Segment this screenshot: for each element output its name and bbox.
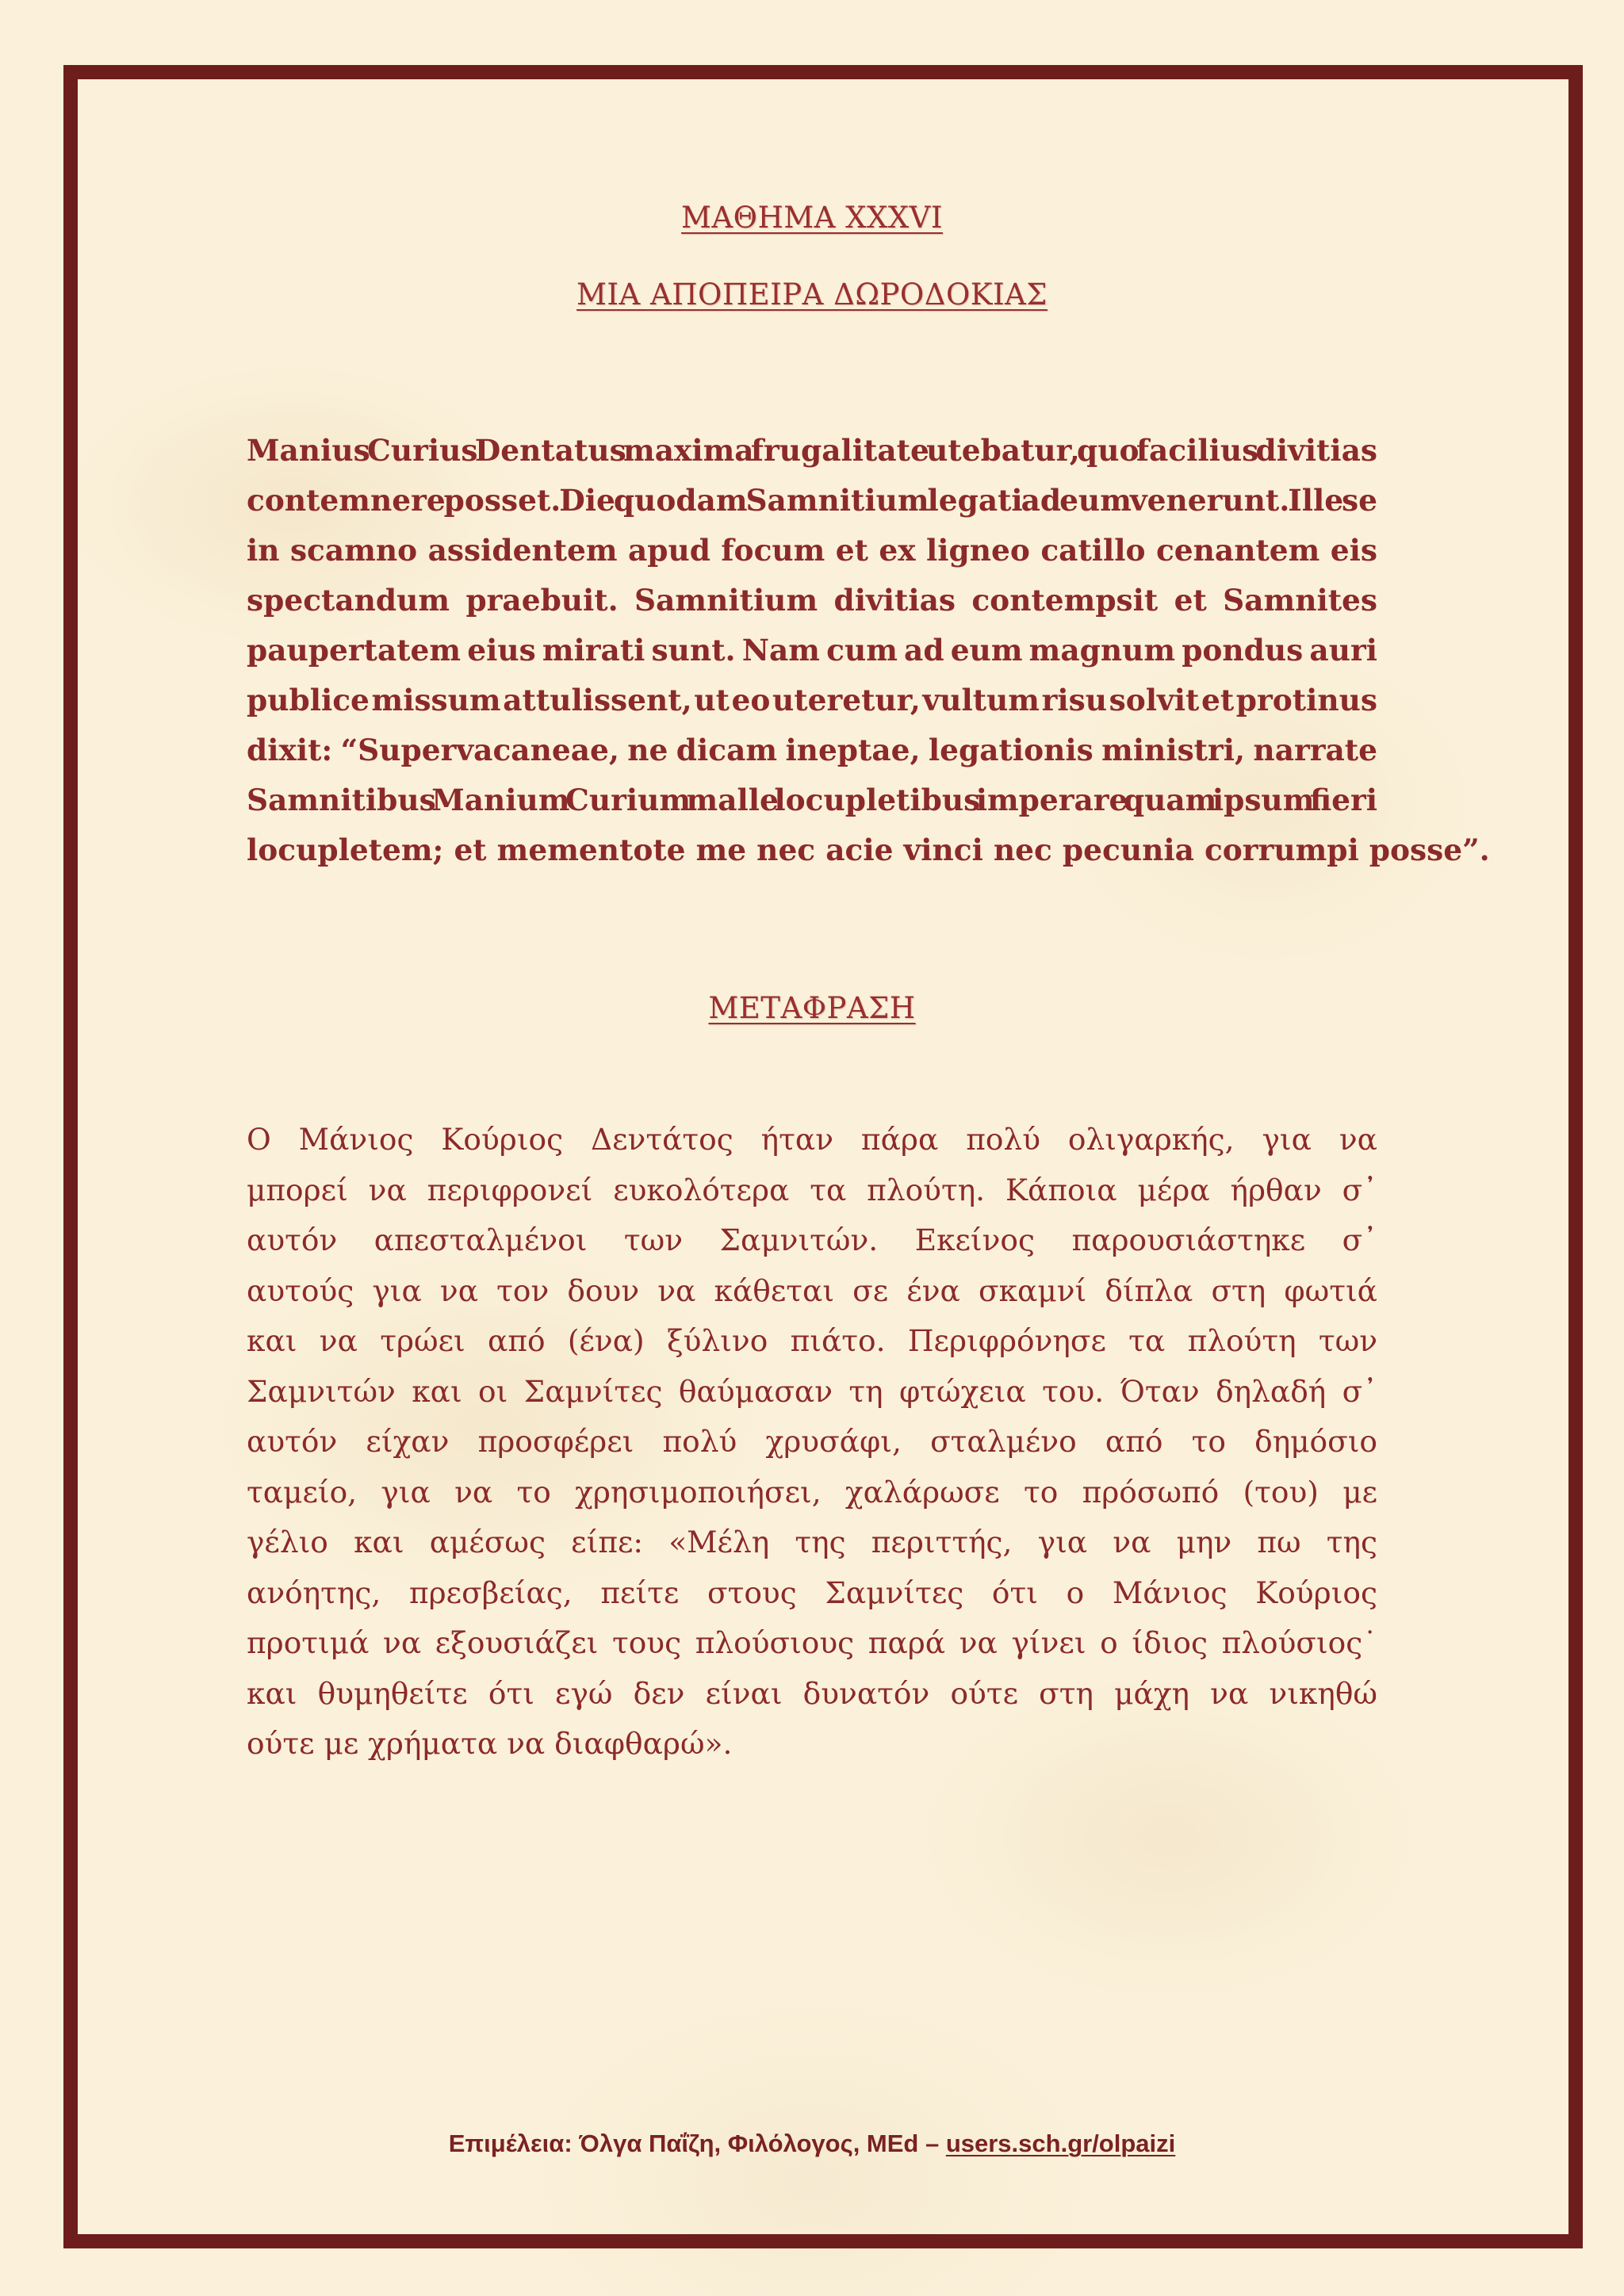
greek-translation — [247, 1115, 1377, 1770]
latin-line: in scamno assidentem apud focum et ex ligneo catillo cenantem eis — [247, 533, 1377, 568]
lesson-title: ΜΑΘΗΜΑ XXXVI — [681, 201, 943, 235]
footer-credit — [0, 2130, 1624, 2158]
latin-line: paupertatem eius mirati sunt. Nam cum ad eum magnum pondus auri — [247, 633, 1377, 668]
greek-line: αυτόν απεσταλμένοι των Σαμνιτών. Εκείνος παρουσιάστηκε σ᾽ — [247, 1223, 1377, 1257]
latin-line: locupletem; et mementote me nec acie vinci nec pecunia corrumpi posse”. — [247, 832, 1490, 867]
greek-line: και θυμηθείτε ότι εγώ δεν είναι δυνατόν ούτε στη μάχη να νικηθώ — [247, 1675, 1377, 1711]
greek-line: ούτε με χρήματα να διαφθαρώ». — [247, 1726, 733, 1761]
latin-line: dixit: “Supervacaneae, ne dicam ineptae, legationis ministri, narrate — [247, 733, 1377, 767]
latin-line: publice missum attulissent, ut eo uteretur, vultum risu solvit et protinus — [247, 683, 1377, 718]
latin-line: Samnitibus Manium Curium malle locupletibus imperare quam ipsum fieri — [247, 783, 1377, 817]
latin-line: Manius Curius Dentatus maxima frugalitate utebatur, quo facilius divitias — [247, 433, 1377, 468]
greek-line: ταμείο, για να το χρησιμοποιήσει, χαλάρωσε το πρόσωπό (του) με — [247, 1474, 1377, 1510]
greek-line: μπορεί να περιφρονεί ευκολότερα τα πλούτη. Κάποια μέρα ήρθαν σ᾽ — [247, 1172, 1377, 1207]
lesson-subtitle: ΜΙΑ ΑΠΟΠΕΙΡΑ ΔΩΡΟΔΟΚΙΑΣ — [576, 277, 1048, 312]
greek-line: αυτούς για να τον δουν να κάθεται σε ένα σκαμνί δίπλα στη φωτιά — [247, 1272, 1377, 1308]
latin-line: spectandum praebuit. Samnitium divitias contempsit et Samnites — [247, 583, 1377, 618]
greek-line: Σαμνιτών και οι Σαμνίτες θαύμασαν τη φτώχεια του. Όταν δηλαδή σ᾽ — [247, 1373, 1377, 1409]
greek-line: ανόητης, πρεσβείας, πείτε στους Σαμνίτες ότι ο Μάνιος Κούριος — [247, 1575, 1377, 1610]
greek-line: και να τρώει από (ένα) ξύλινο πιάτο. Περιφρόνησε τα πλούτη των — [247, 1323, 1377, 1358]
greek-line: Ο Μάνιος Κούριος Δεντάτος ήταν πάρα πολύ ολιγαρκής, για να — [247, 1122, 1377, 1157]
greek-line: προτιμά να εξουσιάζει τους πλούσιους παρά να γίνει ο ίδιος πλούσιος˙ — [247, 1625, 1377, 1660]
translation-heading: ΜΕΤΑΦΡΑΣΗ — [708, 991, 916, 1025]
footer-author: Επιμέλεια: Όλγα Παΐζη, Φιλόλογος, MEd – — [448, 2130, 946, 2157]
latin-passage — [247, 426, 1490, 875]
greek-line: γέλιο και αμέσως είπε: «Μέλη της περιττής, για να μην πω της — [247, 1525, 1377, 1559]
footer-link[interactable]: users.sch.gr/olpaizi — [945, 2130, 1176, 2157]
latin-line: contemnere posset. Die quodam Samnitium legati ad eum venerunt. Ille se — [247, 483, 1377, 518]
greek-line: αυτόν είχαν προσφέρει πολύ χρυσάφι, σταλμένο από το δημόσιο — [247, 1424, 1377, 1459]
